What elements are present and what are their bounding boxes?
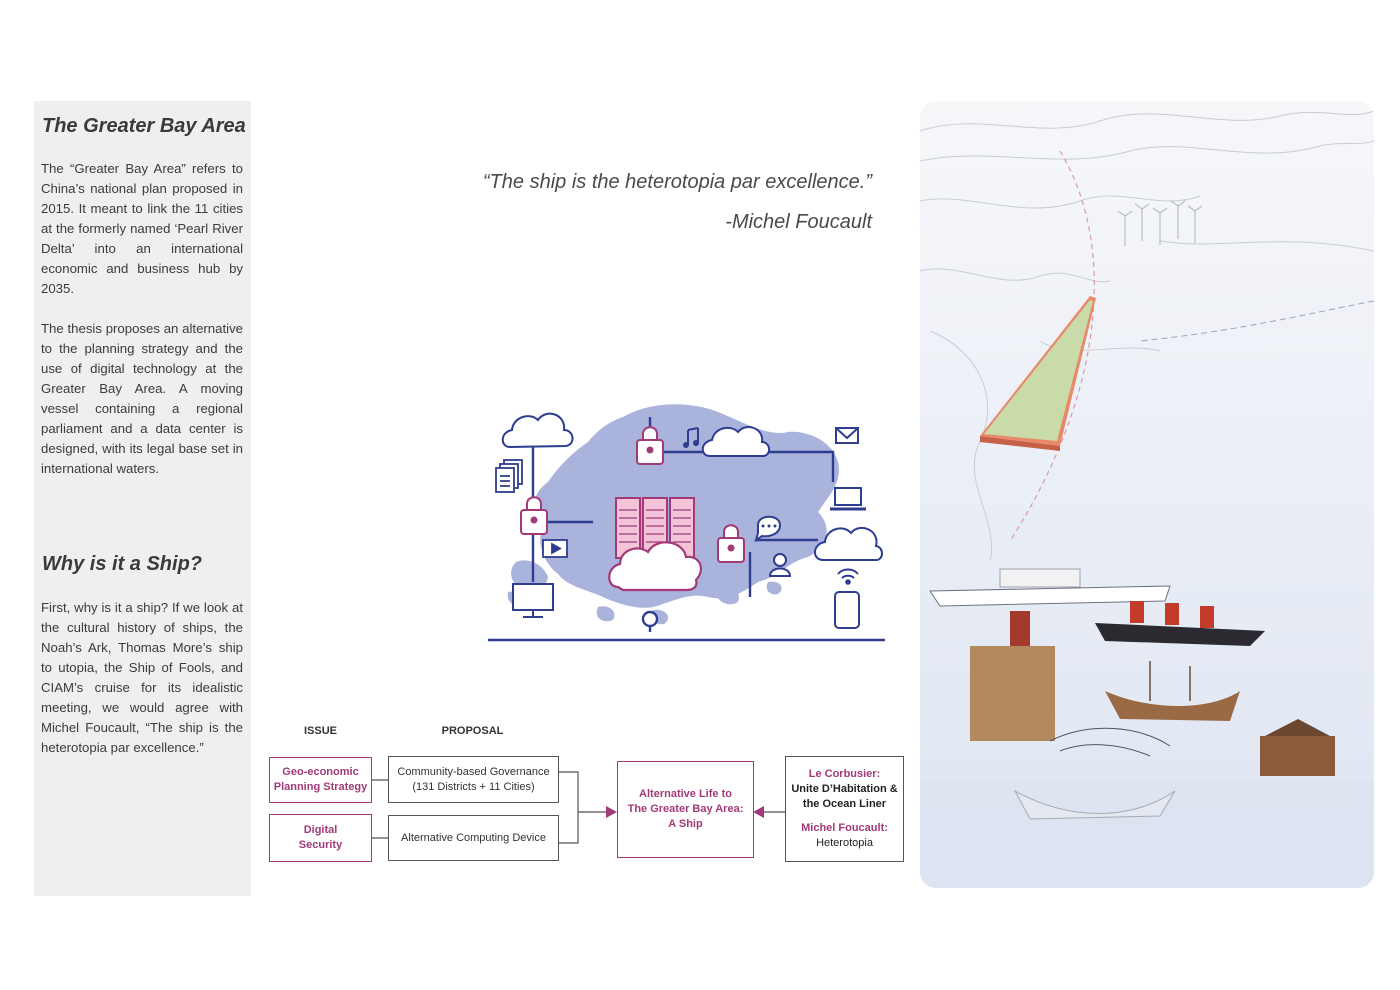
map-contours: [920, 111, 1374, 561]
ocean-liner-section: [970, 611, 1055, 741]
heading-why-ship: Why is it a Ship?: [42, 553, 203, 575]
proposal-governance-box: [388, 756, 559, 803]
proposal1-line2: (131 Districts + 11 Cities): [412, 780, 535, 793]
wind-turbines: [1118, 201, 1202, 246]
laptop-icon: [830, 488, 866, 509]
ocean-liner-2: [1095, 601, 1265, 646]
issue2-line1: Digital: [303, 824, 338, 836]
ref-corbusier-title: Le Corbusier:: [808, 767, 881, 780]
documents-icon: [496, 460, 522, 492]
ship-history-illustration: [920, 101, 1374, 888]
foucault-quote: [430, 171, 872, 251]
quote-text: “The ship is the heterotopia par excellence.”: [482, 171, 872, 193]
issue1-line1: Geo-economic: [282, 766, 359, 778]
issue2-line2: Security: [298, 839, 343, 851]
galleon: [1105, 661, 1240, 721]
phone-icon: [835, 592, 859, 628]
mail-icon: [836, 428, 858, 443]
paragraph-thesis: The thesis proposes an alternative to the planning strategy and the use of digital technology at the Greater Bay Area. A moving vessel containing a regional parliament and a data center is designed, with its legal base set in international waters.: [41, 321, 243, 476]
issue-digital-security-box: [269, 814, 372, 862]
noahs-ark: [1260, 719, 1335, 776]
ship-collage-image: [920, 101, 1374, 888]
location-pin-icon: [643, 612, 657, 626]
center-line2: The Greater Bay Area:: [627, 803, 744, 815]
proposal1-line1: Community-based Governance: [397, 765, 550, 778]
network-map-illustration: [488, 392, 888, 647]
ref-foucault-body: Heterotopia: [816, 837, 873, 850]
references-box: [785, 756, 904, 862]
proposal2-line: Alternative Computing Device: [401, 831, 546, 844]
video-icon: [543, 540, 567, 557]
issue1-line2: Planning Strategy: [273, 781, 368, 793]
issue-geo-economic-box: [269, 757, 372, 803]
proposal-header: PROPOSAL: [441, 725, 504, 737]
center-line3: A Ship: [668, 818, 703, 830]
monitor-icon: [513, 584, 553, 617]
proposal-computing-box: [388, 815, 559, 861]
cloud-icon: [503, 414, 573, 447]
floating-pool: [980, 296, 1096, 451]
heading-greater-bay-area: The Greater Bay Area: [42, 115, 246, 137]
paragraph-gba-intro: The “Greater Bay Area” refers to China’s national plan proposed in 2015. It meant to link the 11 cities at the formerly named ‘Pearl River Delta’ into an international economic and business hub by 2035.: [41, 161, 243, 296]
sidebar-panel: [34, 101, 251, 896]
wifi-icon: [838, 570, 858, 584]
paragraph-why-ship: First, why is it a ship? If we look at the cultural history of ships, the Noah’s Ark, Thomas More’s ship to utopia, the Ship of Fools, and CIAM’s cruise for its idealistic meeting, we would agree with Michel Foucault, “The ship is the heterotopia par excellence.”: [41, 600, 243, 755]
ocean-liner-1: [930, 569, 1170, 606]
alternative-life-box: [617, 761, 754, 858]
center-line1: Alternative Life to: [639, 788, 732, 800]
ref-corbusier-line2: the Ocean Liner: [802, 797, 887, 810]
quote-author: -Michel Foucault: [725, 211, 872, 233]
ref-foucault-title: Michel Foucault:: [801, 822, 888, 835]
ref-corbusier-line1: Unite D’Habitation &: [791, 782, 898, 795]
issue-header: ISSUE: [303, 725, 337, 737]
